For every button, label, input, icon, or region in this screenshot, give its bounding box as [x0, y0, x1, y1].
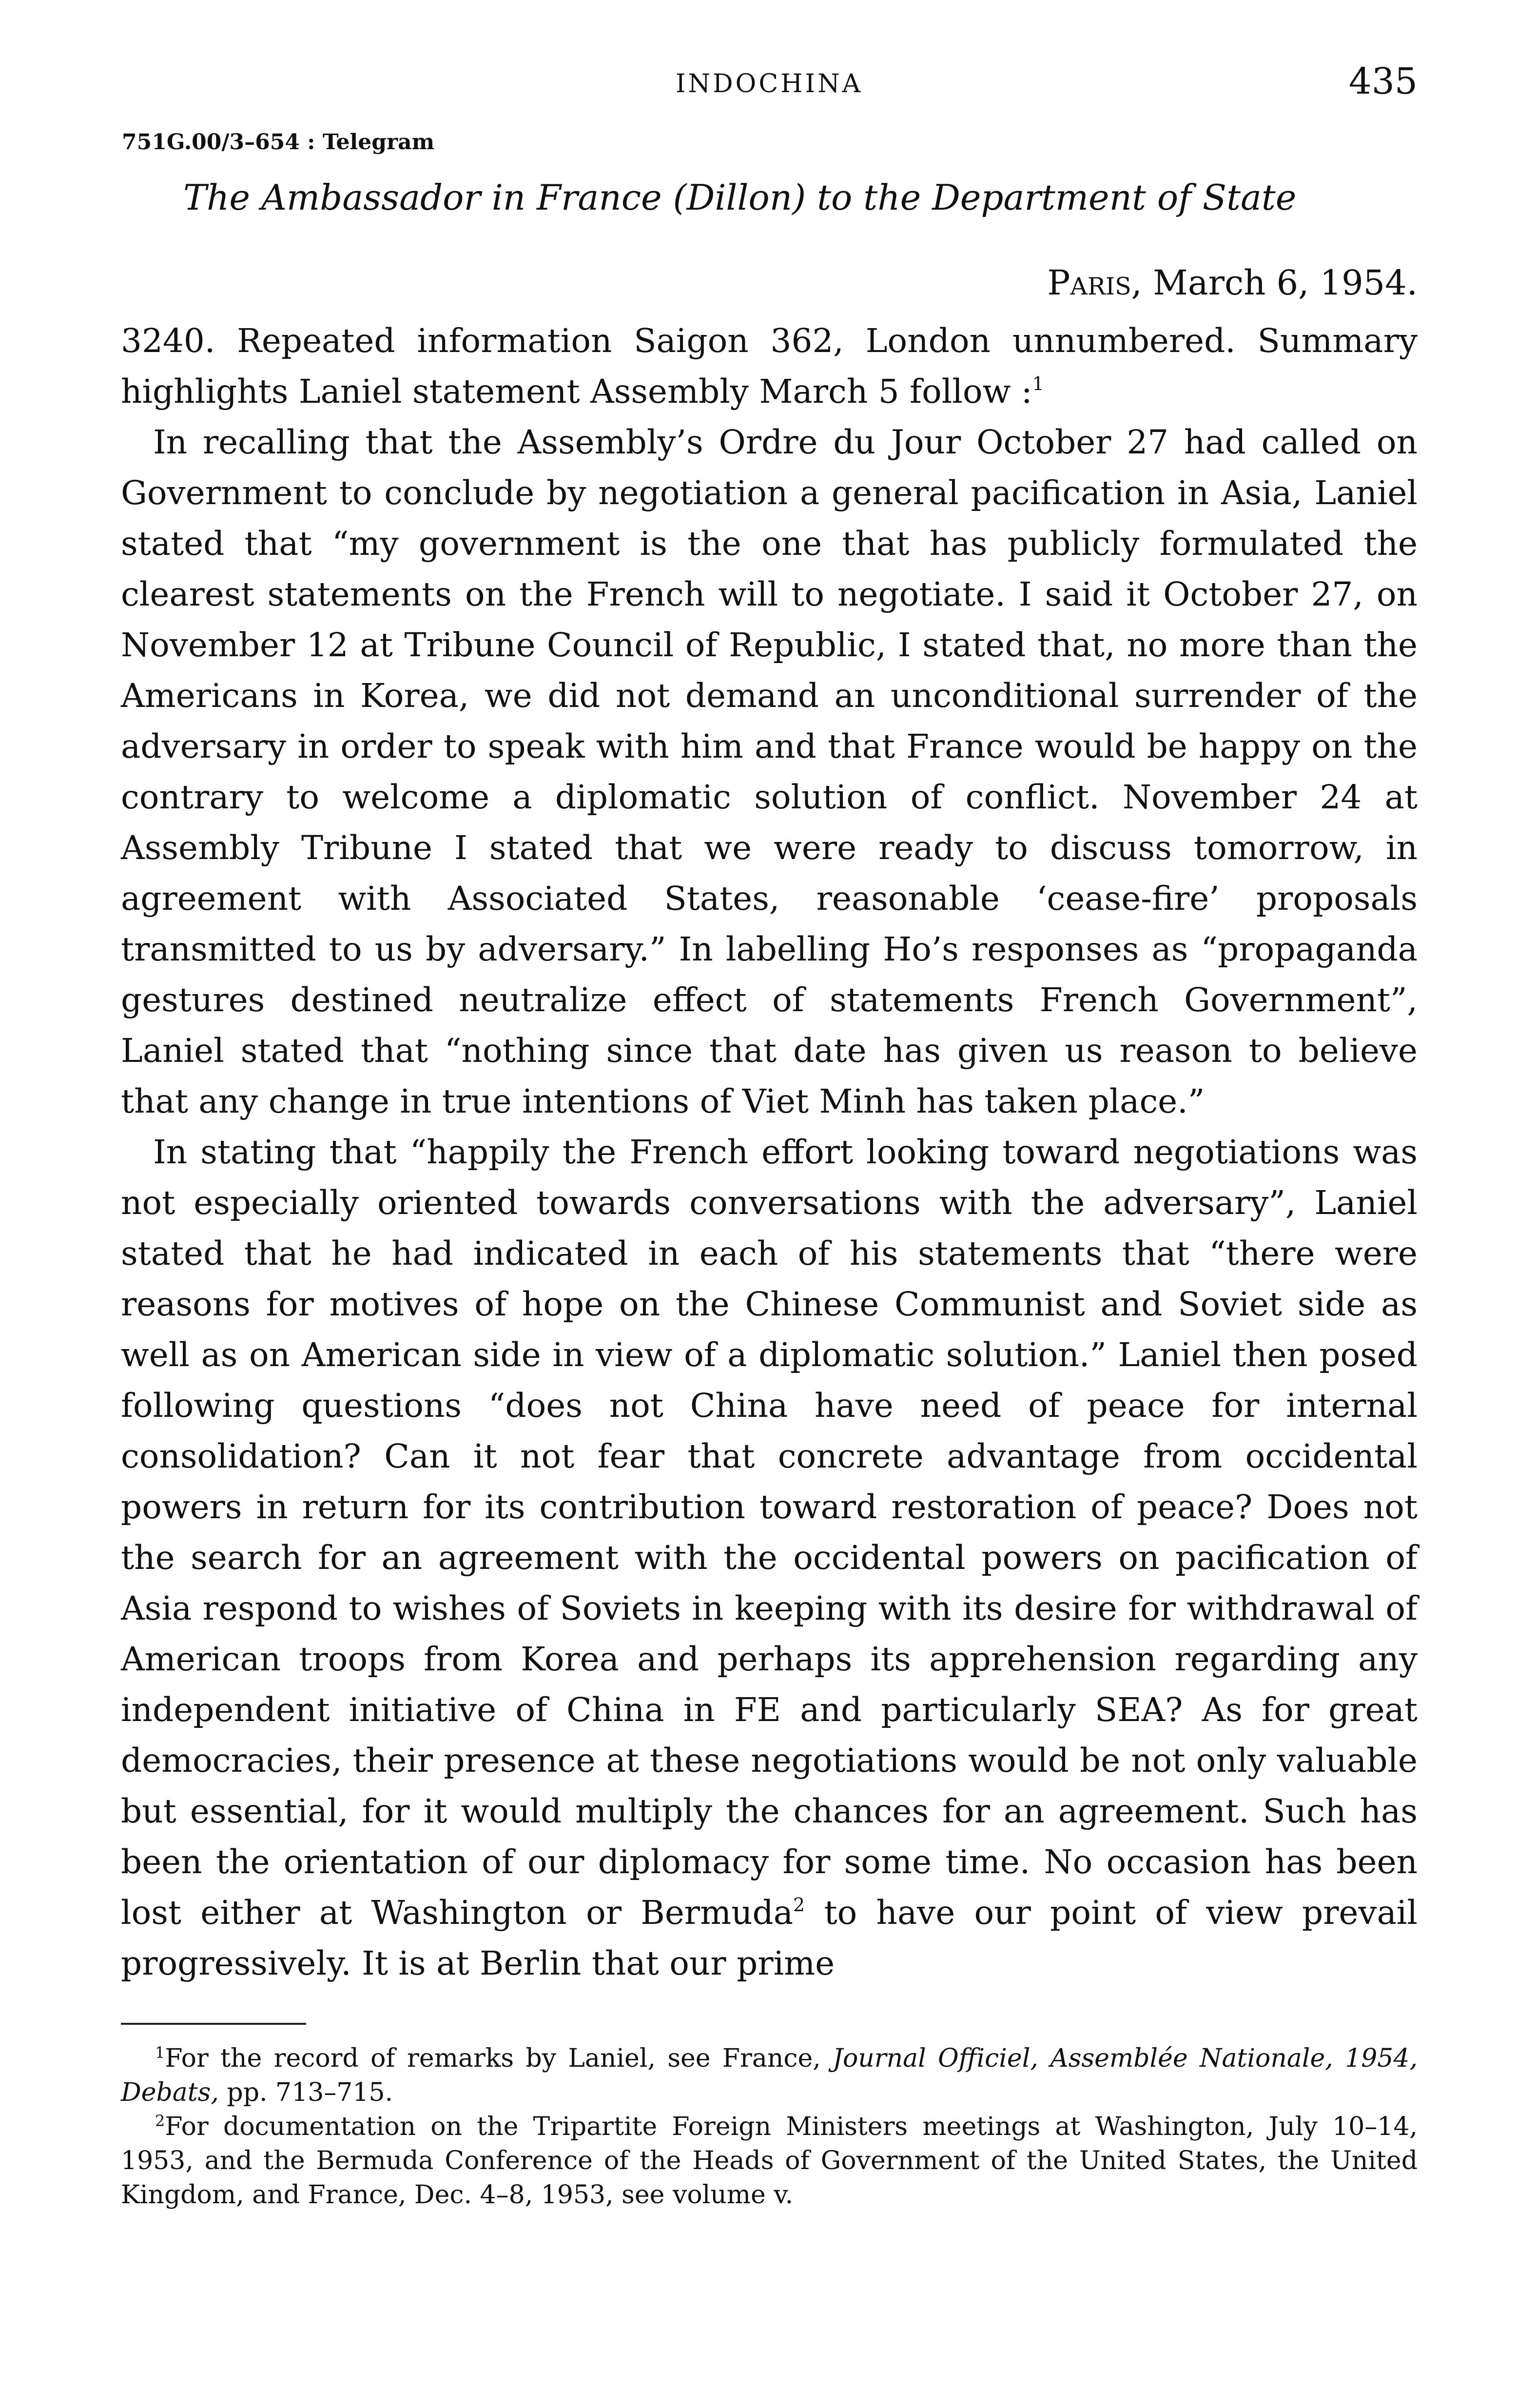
footnote-2-marker: 2: [155, 2112, 165, 2130]
telegram-body: [121, 315, 1418, 1989]
file-reference: 751G.00/3–654 : Telegram: [122, 130, 435, 155]
paragraph-2-text-a: In stating that “happily the French effort looking toward negotiations was not especially oriented towards conversations with the adversary”, Laniel stated that he had indicated in each of his statements that “there were reasons for motives of hope on the Chinese Communist and Soviet side as well as on American side in view of a diplomatic solution.” Laniel then posed following questions “does not China have need of peace for internal consolidation? Can it not fear that concrete advantage from occidental powers in return for its contribution toward restoration of peace? Does not the search for an agreement with the occidental powers on pacification of Asia respond to wishes of Soviets in keeping with its desire for withdrawal of American troops from Korea and perhaps its apprehension regarding any independent initiative of China in FE and particularly SEA? As for great democracies, their presence at these negotiations would be not only valuable but essential, for it would multiply the chances for an agreement. Such has been the orientation of our diplomacy for some time. No occasion has been lost either at Washington or Bermuda: [121, 1133, 1418, 1932]
footnote-2: [121, 2110, 1418, 2212]
paragraph-2: [121, 1127, 1418, 1989]
footnote-1-marker: 1: [155, 2043, 165, 2062]
running-title: INDOCHINA: [675, 69, 863, 98]
footnotes: [121, 2041, 1418, 2212]
footnote-1: [121, 2041, 1418, 2110]
dateline-date: March 6, 1954.: [1153, 263, 1418, 303]
dateline: [121, 263, 1418, 303]
footnote-1-text-a: For the record of remarks by Laniel, see France,: [165, 2044, 821, 2073]
running-head: [121, 59, 1418, 112]
footnote-ref-2: 2: [793, 1894, 805, 1916]
intro-text: 3240. Repeated information Saigon 362, London unnumbered. Summary highlights Laniel statement Assembly March 5 follow :: [121, 321, 1418, 411]
footnote-1-text-b: pp. 713–715.: [227, 2078, 393, 2107]
footnote-2-text: For documentation on the Tripartite Foreign Ministers meetings at Washington, July 10–14, 1953, and the Bermuda Conference of the Heads of Government of the United States, the United Kingdom, and France, Dec. 4–8, 1953, see volume v.: [121, 2112, 1418, 2210]
footnote-1-source: Journal Officiel, Assemblée Nationale, 1954, Debats,: [121, 2044, 1418, 2107]
paragraph-1: In recalling that the Assembly’s Ordre du Jour October 27 had called on Government to conclude by negotiation a general pacification in Asia, Laniel stated that “my government is the one that has publicly formulated the clearest statements on the French will to negotiate. I said it October 27, on November 12 at Tribune Council of Republic, I stated that, no more than the Americans in Korea, we did not demand an unconditional surrender of the adversary in order to speak with him and that France would be happy on the contrary to welcome a diplomatic solution of conflict. November 24 at Assembly Tribune I stated that we were ready to discuss tomorrow, in agreement with Associated States, reasonable ‘cease-fire’ proposals transmitted to us by adversary.” In labelling Ho’s responses as “propaganda gestures destined neutralize effect of statements French Government”, Laniel stated that “nothing since that date has given us reason to believe that any change in true intentions of Viet Minh has taken place.”: [121, 423, 1418, 1120]
intro-paragraph: [121, 315, 1418, 417]
dateline-place: Paris,: [1047, 263, 1142, 303]
paragraph-2-text-b: to have our point of view prevail progressively. It is at Berlin that our prime: [121, 1893, 1418, 1982]
footnote-ref-1: 1: [1032, 373, 1044, 394]
page-number: 435: [1348, 60, 1418, 102]
document-page: [121, 59, 1418, 2212]
document-heading: The Ambassador in France (Dillon) to the Department of State: [183, 177, 1297, 218]
footnote-divider: [121, 2023, 306, 2025]
